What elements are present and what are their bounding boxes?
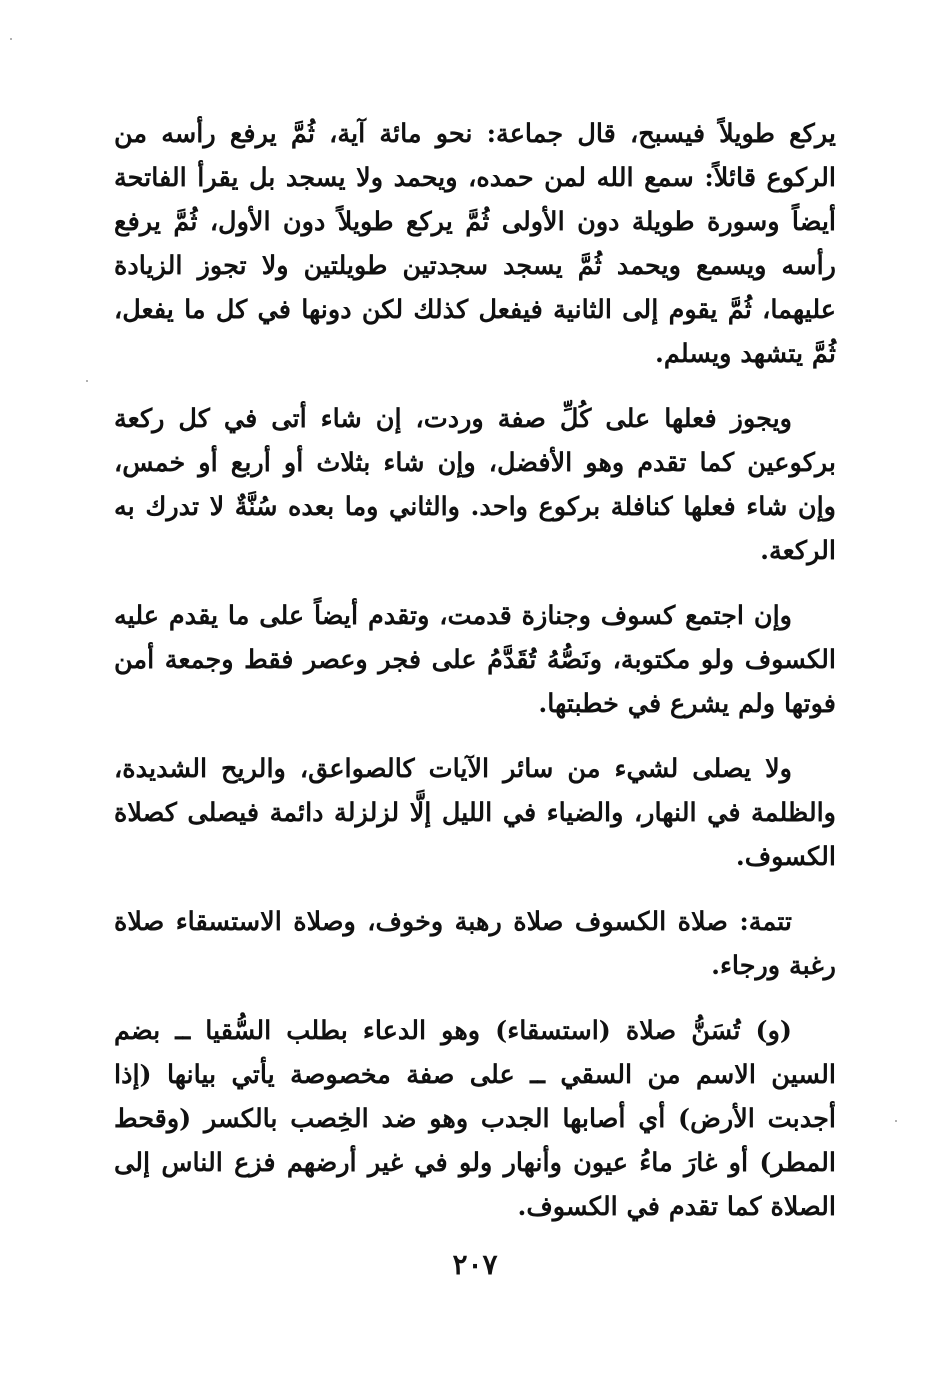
paragraph-eclipse-funeral: وإن اجتمع كسوف وجنازة قدمت، وتقدم أيضاً على ما يقدم عليه الكسوف ولو مكتوبة، ونَصُّهُ تُقَدَّمُ على فجر وعصر فقط وجمعة أمن فوتها ولم يشرع في خطبتها. <box>114 601 836 719</box>
paragraph-other-signs: ولا يصلى لشيء من سائر الآيات كالصواعق، والريح الشديدة، والظلمة في النهار، والضياء في الليل إلَّا لزلزلة دائمة فيصلى كصلاة الكسوف. <box>114 754 836 872</box>
paragraph-rain-prayer: (و) تُسَنُّ صلاة (استسقاء) وهو الدعاء بطلب السُّقيا ــ بضم السين الاسم من السقي ــ على صفة مخصوصة يأتي بيانها (إذا أجدبت الأرض) أي أصابها الجدب وهو ضد الخِصب بالكسر (وقحط المطر) أو غارَ ماءُ عيون وأنهار ولو في غير أرضهم فزع الناس إلى الصلاة كما تقدم في الكسوف. <box>114 1016 836 1222</box>
paragraph-permitted-forms: ويجوز فعلها على كُلِّ صفة وردت، إن شاء أتى في كل ركعة بركوعين كما تقدم وهو الأفضل، وإن شاء بثلاث أو أربع أو خمس، وإن شاء فعلها كنافلة بركوع واحد. والثاني وما بعده سُنَّةٌ لا تدرك به الركعة. <box>114 404 836 566</box>
scan-speck <box>86 380 88 382</box>
body-text <box>114 112 836 1250</box>
paragraph-ruku-description: يركع طويلاً فيسبح، قال جماعة: نحو مائة آية، ثُمَّ يرفع رأسه من الركوع قائلاً: سمع الله لمن حمده، ويحمد ولا يسجد بل يقرأ الفاتحة أيضاً وسورة طويلة دون الأولى ثُمَّ يركع طويلاً دون الأول، ثُمَّ يرفع رأسه ويسمع ويحمد ثُمَّ يسجد سجدتين طويلتين ولا تجوز الزيادة عليهما، ثُمَّ يقوم إلى الثانية فيفعل كذلك لكن دونها في كل ما يفعل، ثُمَّ يتشهد ويسلم. <box>114 119 836 369</box>
paragraph-supplement: تتمة: صلاة الكسوف صلاة رهبة وخوف، وصلاة الاستسقاء صلاة رغبة ورجاء. <box>114 907 836 981</box>
page-number: ٢٠٧ <box>452 1248 498 1281</box>
scan-speck <box>10 38 12 40</box>
scan-speck <box>895 1120 897 1122</box>
